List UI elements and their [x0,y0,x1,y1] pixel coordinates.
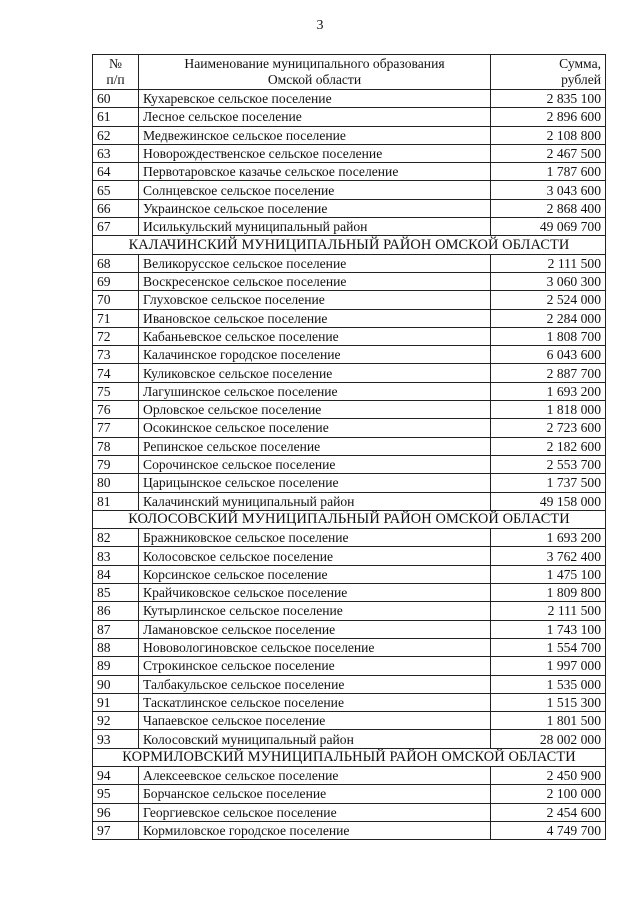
row-number: 68 [93,254,139,272]
amount: 2 553 700 [491,455,606,473]
municipality-name: Крайчиковское сельское поселение [139,584,491,602]
municipality-name: Корсинское сельское поселение [139,565,491,583]
table-row [93,108,606,126]
table-row [93,657,606,675]
header-num-line-1: № [109,56,122,71]
municipality-name: Новорождественское сельское поселение [139,144,491,162]
district-heading: КОРМИЛОВСКИЙ МУНИЦИПАЛЬНЫЙ РАЙОН ОМСКОЙ ОБЛАСТИ [93,748,606,766]
district-heading-row [93,510,606,528]
table-row [93,474,606,492]
header-sum-line-2: рублей [561,72,601,87]
row-number: 91 [93,693,139,711]
amount: 3 043 600 [491,181,606,199]
amount: 1 809 800 [491,584,606,602]
table-row [93,364,606,382]
amount: 3 060 300 [491,272,606,290]
table-row [93,638,606,656]
municipality-name: Куликовское сельское поселение [139,364,491,382]
municipality-name: Кухаревское сельское поселение [139,90,491,108]
header-num-line-2: п/п [106,72,125,87]
municipality-name: Великорусское сельское поселение [139,254,491,272]
amount: 1 535 000 [491,675,606,693]
header-name-line-2: Омской области [267,72,362,87]
municipality-name: Таскатлинское сельское поселение [139,693,491,711]
municipality-name: Лагушинское сельское поселение [139,382,491,400]
amount: 1 997 000 [491,657,606,675]
page-number: 3 [316,18,324,33]
municipality-name: Калачинское городское поселение [139,346,491,364]
amount: 1 554 700 [491,638,606,656]
table-row [93,327,606,345]
table-row [93,620,606,638]
municipality-name: Ламановское сельское поселение [139,620,491,638]
header-name-line-1: Наименование муниципального образования [184,56,445,71]
row-number: 87 [93,620,139,638]
row-number: 93 [93,730,139,748]
amount: 2 524 000 [491,291,606,309]
table-row [93,693,606,711]
municipality-name: Лесное сельское поселение [139,108,491,126]
amount: 2 108 800 [491,126,606,144]
row-number: 92 [93,712,139,730]
row-number: 95 [93,785,139,803]
municipality-name: Украинское сельское поселение [139,199,491,217]
row-number: 96 [93,803,139,821]
municipality-name: Сорочинское сельское поселение [139,455,491,473]
municipality-name: Чапаевское сельское поселение [139,712,491,730]
amount: 2 835 100 [491,90,606,108]
header-sum-line-1: Сумма, [559,56,601,71]
municipality-name: Алексеевское сельское поселение [139,766,491,784]
municipality-name: Строкинское сельское поселение [139,657,491,675]
table-row [93,712,606,730]
table-row [93,529,606,547]
table-row [93,565,606,583]
amount: 2 182 600 [491,437,606,455]
header-name [139,55,491,90]
table-row [93,291,606,309]
table-row [93,419,606,437]
row-number: 78 [93,437,139,455]
municipality-name: Колосовское сельское поселение [139,547,491,565]
table-row [93,401,606,419]
row-number: 82 [93,529,139,547]
table-row [93,547,606,565]
row-number: 69 [93,272,139,290]
municipality-name: Кабаньевское сельское поселение [139,327,491,345]
table-row [93,144,606,162]
row-number: 60 [93,90,139,108]
table-row [93,675,606,693]
table-row [93,126,606,144]
amount: 2 454 600 [491,803,606,821]
table-row [93,492,606,510]
header-sum [491,55,606,90]
row-number: 66 [93,199,139,217]
table-row [93,218,606,236]
row-number: 94 [93,766,139,784]
table-row [93,602,606,620]
row-number: 75 [93,382,139,400]
row-number: 84 [93,565,139,583]
row-number: 72 [93,327,139,345]
row-number: 74 [93,364,139,382]
amount: 1 515 300 [491,693,606,711]
table-row [93,766,606,784]
table-row [93,821,606,839]
amount: 2 887 700 [491,364,606,382]
table-row [93,785,606,803]
municipality-name: Исилькульский муниципальный район [139,218,491,236]
table-row [93,455,606,473]
municipality-name: Первотаровское казачье сельское поселение [139,163,491,181]
amount: 49 158 000 [491,492,606,510]
amount: 2 450 900 [491,766,606,784]
municipality-name: Колосовский муниципальный район [139,730,491,748]
table-row [93,382,606,400]
municipality-name: Кутырлинское сельское поселение [139,602,491,620]
row-number: 70 [93,291,139,309]
amount: 28 002 000 [491,730,606,748]
header-row [93,55,606,90]
table-row [93,309,606,327]
amount: 2 896 600 [491,108,606,126]
municipality-name: Георгиевское сельское поселение [139,803,491,821]
table-header [93,55,606,90]
amount: 1 787 600 [491,163,606,181]
municipality-name: Орловское сельское поселение [139,401,491,419]
table-row [93,803,606,821]
district-heading: КОЛОСОВСКИЙ МУНИЦИПАЛЬНЫЙ РАЙОН ОМСКОЙ ОБЛАСТИ [93,510,606,528]
municipality-name: Ивановское сельское поселение [139,309,491,327]
amount: 4 749 700 [491,821,606,839]
amount: 2 100 000 [491,785,606,803]
table-row [93,199,606,217]
municipality-name: Воскресенское сельское поселение [139,272,491,290]
row-number: 86 [93,602,139,620]
budget-table [92,54,606,840]
row-number: 76 [93,401,139,419]
row-number: 81 [93,492,139,510]
row-number: 65 [93,181,139,199]
amount: 2 467 500 [491,144,606,162]
municipality-name: Репинское сельское поселение [139,437,491,455]
municipality-name: Борчанское сельское поселение [139,785,491,803]
municipality-name: Глуховское сельское поселение [139,291,491,309]
row-number: 64 [93,163,139,181]
amount: 2 868 400 [491,199,606,217]
municipality-name: Бражниковское сельское поселение [139,529,491,547]
amount: 2 111 500 [491,254,606,272]
row-number: 71 [93,309,139,327]
row-number: 89 [93,657,139,675]
table-row [93,90,606,108]
row-number: 80 [93,474,139,492]
row-number: 79 [93,455,139,473]
municipality-name: Нововологиновское сельское поселение [139,638,491,656]
table-row [93,346,606,364]
district-heading: КАЛАЧИНСКИЙ МУНИЦИПАЛЬНЫЙ РАЙОН ОМСКОЙ ОБЛАСТИ [93,236,606,254]
municipality-name: Кормиловское городское поселение [139,821,491,839]
municipality-name: Осокинское сельское поселение [139,419,491,437]
municipality-name: Калачинский муниципальный район [139,492,491,510]
district-heading-row [93,236,606,254]
table-body [93,90,606,840]
table-row [93,437,606,455]
row-number: 88 [93,638,139,656]
table-row [93,272,606,290]
amount: 2 284 000 [491,309,606,327]
row-number: 63 [93,144,139,162]
amount: 1 475 100 [491,565,606,583]
amount: 1 818 000 [491,401,606,419]
amount: 3 762 400 [491,547,606,565]
table-row [93,584,606,602]
row-number: 85 [93,584,139,602]
amount: 1 808 700 [491,327,606,345]
municipality-name: Медвежинское сельское поселение [139,126,491,144]
table-row [93,181,606,199]
row-number: 77 [93,419,139,437]
row-number: 61 [93,108,139,126]
row-number: 67 [93,218,139,236]
table-row [93,163,606,181]
amount: 49 069 700 [491,218,606,236]
amount: 2 111 500 [491,602,606,620]
row-number: 62 [93,126,139,144]
row-number: 90 [93,675,139,693]
row-number: 83 [93,547,139,565]
municipality-name: Царицынское сельское поселение [139,474,491,492]
amount: 6 043 600 [491,346,606,364]
amount: 1 737 500 [491,474,606,492]
header-num [93,55,139,90]
amount: 1 693 200 [491,529,606,547]
amount: 1 693 200 [491,382,606,400]
amount: 2 723 600 [491,419,606,437]
amount: 1 743 100 [491,620,606,638]
municipality-name: Солнцевское сельское поселение [139,181,491,199]
district-heading-row [93,748,606,766]
row-number: 73 [93,346,139,364]
amount: 1 801 500 [491,712,606,730]
row-number: 97 [93,821,139,839]
municipality-name: Талбакульское сельское поселение [139,675,491,693]
table-row [93,730,606,748]
table-row [93,254,606,272]
